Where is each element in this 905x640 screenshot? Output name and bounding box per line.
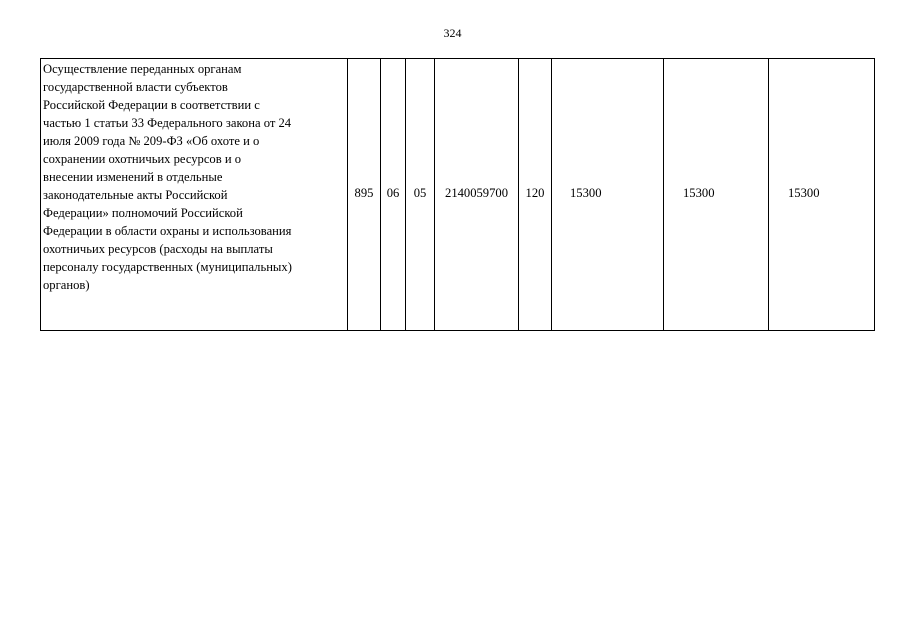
budget-table <box>40 58 875 331</box>
target-article-cell: 2140059700 <box>435 59 519 331</box>
description-cell <box>41 59 348 331</box>
amount-cell-2: 15300 <box>664 59 769 331</box>
description-text: Осуществление переданных органам государственной власти субъектов Российской Федерации в соответствии с частью 1 статьи 33 Федерального закона от 24 июля 2009 года № 209-ФЗ «Об охоте и о сохранении охотничьих ресурсов и о внесении изменений в отдельные законодательные акты Российской Федерации» полномочий Российской Федерации в области охраны и использования охотничьих ресурсов (расходы на выплаты персоналу государственных (муниципальных) органов) <box>43 62 292 292</box>
ministry-code-cell: 895 <box>348 59 381 331</box>
table-row <box>41 59 875 331</box>
section-code-cell: 06 <box>381 59 406 331</box>
page-number: 324 <box>443 26 462 40</box>
amount-cell-1: 15300 <box>552 59 664 331</box>
amount-cell-3: 15300 <box>769 59 875 331</box>
subsection-code-cell: 05 <box>406 59 435 331</box>
expense-type-cell: 120 <box>519 59 552 331</box>
